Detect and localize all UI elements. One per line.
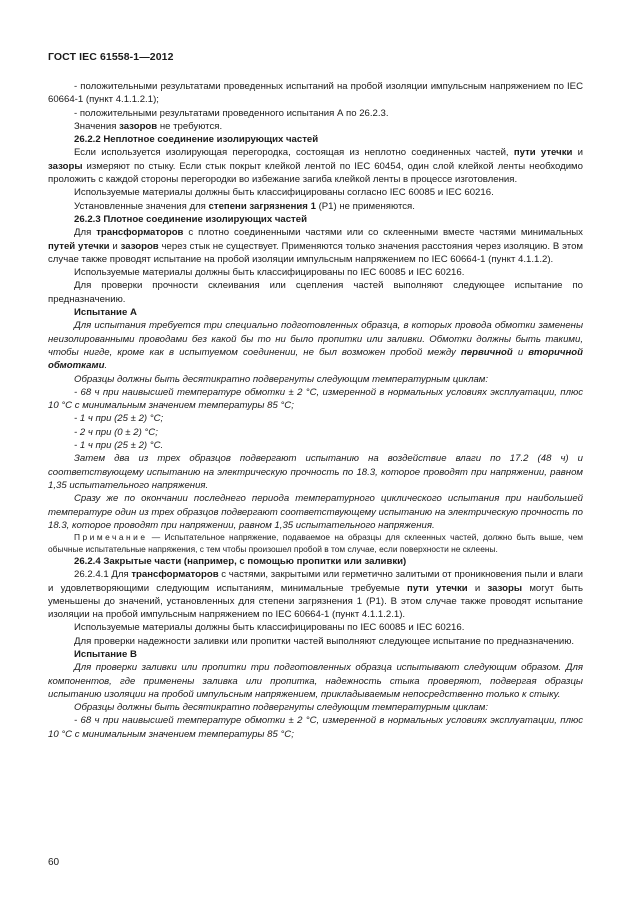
paragraph: - положительными результатами проведенных испытаний на пробой изоляции импульсным напряжением по IEC 60664-1 (пункт 4.1.1.2.1); xyxy=(48,81,583,106)
section-heading: 26.2.2 Неплотное соединение изолирующих частей xyxy=(74,134,319,146)
paragraph: 26.2.4.1 Для трансформаторов с частями, закрытыми или герметично залитыми от проникновения пыли и влаги и удовлетворяющими следующим испытаниям, минимальные требуемые пути утечки и зазоры могут быть уменьшены до значений, установленных для степени загрязнения 1 (P1). В этом случае также проводят испытание изоляции на пробой импульсным напряжением по IEC 60664-1 (пункт 4.1.1.2.1). xyxy=(48,569,584,621)
paragraph: Для трансформаторов с плотно соединенными частями или со склеенными вместе частями минимальных путей утечки и зазоров через стык не существует. Применяются только значения расстояния через изоляцию. В этом случае также проводят испытание на пробой изоляции импульсным напряжением по IEC 60664-1 (пункт 4.1.1.2). xyxy=(48,227,583,265)
paragraph: Для проверки прочности склеивания или сцепления частей выполняют следующее испытание по предназначению. xyxy=(48,280,583,305)
paragraph: Для испытания требуется три специально подготовленных образца, в которых провода обмотки заменены неизолированными проводами без какой бы то ни было пропитки или заливки. Обмотки должны быть такими, чтобы нигде, кроме как в испытуемом соединении, не был возможен пробой между первичной и вторичной обмотками. xyxy=(48,320,584,372)
test-heading: Испытание В xyxy=(74,648,137,660)
paragraph: Установленные значения для степени загрязнения 1 (P1) не применяются. xyxy=(74,200,415,212)
paragraph: Используемые материалы должны быть классифицированы согласно IEC 60085 и IEC 60216. xyxy=(74,187,494,199)
note-label: Примечание xyxy=(74,532,148,543)
list-item: - 1 ч при (25 ± 2) °С. xyxy=(74,440,164,452)
list-item: - 1 ч при (25 ± 2) °С; xyxy=(74,413,164,425)
document-body xyxy=(48,80,583,741)
list-item: - 68 ч при наивысшей температуре обмотки ± 2 °С, измеренной в нормальных условиях эксплуатации, плюс 10 °С с минимальным значением температуры 85 °С; xyxy=(48,715,583,740)
paragraph: Для проверки надежности заливки или пропитки частей выполняют следующее испытание по предназначению. xyxy=(74,635,575,647)
paragraph: Если используется изолирующая перегородка, состоящая из неплотно соединенных частей, пути утечки и зазоры измеряют по стыку. Если стык покрыт клейкой лентой по IEC 60454, один слой клейкой ленты необходимо проложить с каждой стороны перегородки во избежание загиба клейкой ленты в процессе изготовления. xyxy=(48,147,584,186)
paragraph: Образцы должны быть десятикратно подвергнуты следующим температурным циклам: xyxy=(74,373,489,385)
paragraph: Значения зазоров не требуются. xyxy=(74,120,223,132)
paragraph: - положительными результатами проведенного испытания А по 26.2.3. xyxy=(74,107,389,119)
paragraph: Используемые материалы должны быть классифицированы по IEC 60085 и IEC 60216. xyxy=(74,622,465,634)
paragraph: Затем два из трех образцов подвергают испытанию на воздействие влаги по 17.2 (48 ч) и соответствующему испытанию на электрическую прочность по 18.3, которое проводят при напряжении, равном 1,35 испытательного напряжения. xyxy=(48,453,583,491)
page-number: 60 xyxy=(48,857,60,868)
paragraph: Используемые материалы должны быть классифицированы по IEC 60085 и IEC 60216. xyxy=(74,267,465,279)
section-heading: 26.2.4 Закрытые части (например, с помощью пропитки или заливки) xyxy=(74,555,407,567)
document-header: ГОСТ IEC 61558-1—2012 xyxy=(48,51,174,63)
paragraph: Для проверки заливки или пропитки три подготовленных образца испытывают следующим образом. Для компонентов, где применены заливка или пропитка, надежность стыка проверяют, подвергая образцы испытанию изоляции на пробой импульсным напряжением, прикладываемым непосредственно только к стыку. xyxy=(48,662,583,700)
paragraph: Сразу же по окончании последнего периода температурного циклического испытания при наибольшей температуре один из трех образцов подвергают соответствующему испытанию на электрическую прочность по 18.3, которое проводят при напряжении, равном 1,35 испытательного напряжения. xyxy=(48,493,583,531)
list-item: - 68 ч при наивысшей температуре обмотки ± 2 °С, измеренной в нормальных условиях эксплуатации, плюс 10 °С с минимальным значением температуры 85 °С; xyxy=(48,386,583,412)
paragraph: Образцы должны быть десятикратно подвергнуты следующим температурным циклам: xyxy=(74,702,489,714)
section-heading: 26.2.3 Плотное соединение изолирующих частей xyxy=(74,213,307,225)
note: Примечание — Испытательное напряжение, подаваемое на образцы для склеенных частей, должно быть выше, чем обычные испытательные напряжения, с тем чтобы произошел пробой в том случае, если поверхности не склеены. xyxy=(48,532,583,554)
list-item: - 2 ч при (0 ± 2) °С; xyxy=(74,426,158,438)
test-heading: Испытание А xyxy=(74,307,137,319)
